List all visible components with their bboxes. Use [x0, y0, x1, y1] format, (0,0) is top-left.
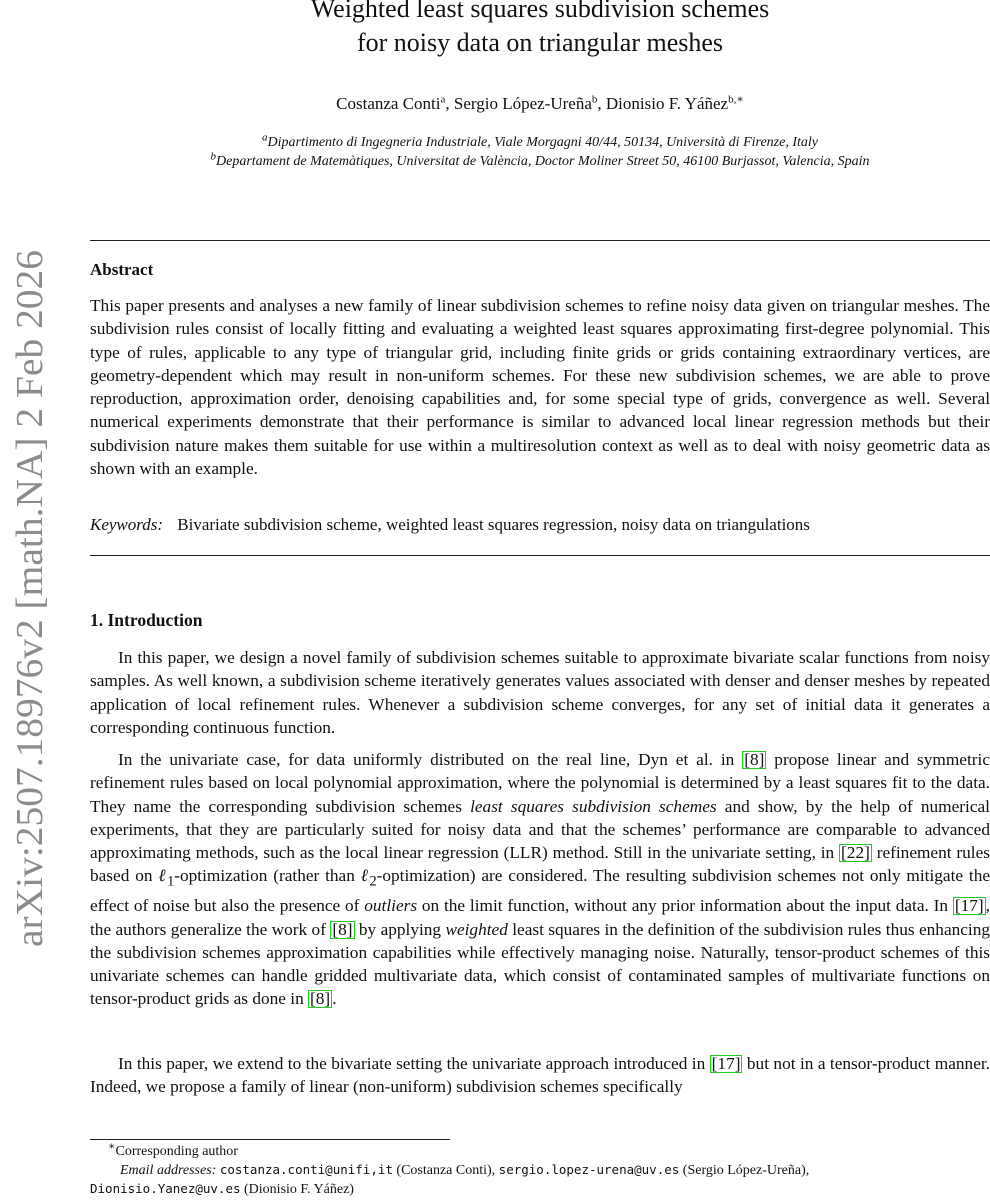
emphasis-text: outliers — [364, 896, 418, 916]
text-run: refinement rules based on — [90, 843, 990, 886]
arxiv-id-text: arXiv:2507.18976v2 [math.NA] 2 Feb 2026 — [9, 275, 51, 947]
email-address[interactable]: Dionisio.Yanez@uv.es — [90, 1181, 241, 1196]
footnote-rule — [90, 1139, 450, 1140]
intro-paragraph-3 — [90, 1052, 990, 1099]
text-run: by applying — [354, 919, 446, 939]
citation-link-22[interactable]: [22] — [841, 843, 870, 863]
affiliation-a — [90, 131, 990, 151]
text-run: , the authors generalize the work of — [90, 896, 990, 939]
author-name: Sergio López-Ureña — [453, 94, 592, 113]
title-line-2: for noisy data on triangular meshes — [356, 28, 724, 57]
footnote-corresponding — [108, 1140, 990, 1160]
author-separator: , — [445, 94, 454, 113]
footnote-emails — [120, 1162, 990, 1179]
affiliation-text: Dipartimento di Ingegneria Industriale, Viale Morgagni 40/44, 50134, Università di Firenze, Italy — [267, 135, 818, 150]
keywords-text: Bivariate subdivision scheme, weighted least squares regression, noisy data on triangulations — [177, 515, 810, 534]
abstract-heading: Abstract — [90, 260, 154, 279]
text-run: -optimization) are considered. The resulting subdivision schemes not only mitigate the effect of noise but also the presence of — [90, 866, 990, 916]
math-subscript: 1 — [167, 873, 175, 890]
title-line-1: Weighted least squares subdivision schemes — [310, 0, 770, 23]
text-run: and show, by the help of numerical experiments, that they are particularly suited for noisy data and that the schemes’ performance are comparable to advanced approximating methods, such as the local linear regression (LLR) method. Still in the univariate setting, in — [90, 796, 990, 863]
text-run: least squares in the definition of the subdivision rules thus enhancing the subdivision schemes approximation capabilities while effectively managing noise. Naturally, tensor-product schemes of this univariate schemes can handle gridded multivariate data, which consist of contaminated samples of multivariate functions on tensor-product grids as done in — [90, 919, 990, 1009]
email-owner: (Dionisio F. Yáñez) — [240, 1182, 354, 1197]
author-list — [90, 94, 990, 114]
abstract-bottom-rule — [90, 555, 990, 556]
text-run: In the univariate case, for data uniformly distributed on the real line, Dyn et al. in — [118, 750, 743, 769]
emphasis-text: weighted — [445, 919, 508, 939]
paper-title — [90, 0, 990, 60]
citation-link-8[interactable]: [8] — [310, 989, 331, 1009]
section-heading-introduction: 1. Introduction — [90, 610, 203, 630]
text-run: propose linear and symmetric refinement rules based on local polynomial approximation, where the polynomial is determined by a least squares fit to the data. They name the corresponding subdivision schemes — [90, 750, 990, 816]
text-run: In this paper, we extend to the bivariate setting the univariate approach introduced in — [118, 1054, 710, 1073]
text-run: . — [332, 989, 337, 1009]
author-affil-mark: b,∗ — [728, 93, 744, 106]
affiliation-b — [90, 150, 990, 170]
author-name: Costanza Conti — [336, 94, 441, 113]
author-affil-mark: a — [440, 93, 446, 106]
footnote-mark: ∗ — [108, 1140, 116, 1153]
affiliation-mark: a — [262, 131, 268, 144]
math-symbol: ℓ — [158, 866, 168, 886]
email-owner: (Sergio López-Ureña), — [679, 1163, 810, 1178]
keywords — [90, 515, 810, 535]
affiliation-mark: b — [210, 150, 216, 163]
citation-link-8[interactable]: [8] — [332, 919, 353, 939]
citation-link-8[interactable]: [8] — [744, 750, 765, 769]
email-owner: (Costanza Conti), — [392, 1163, 499, 1178]
arxiv-stamp — [4, 250, 54, 950]
affiliation-text: Departament de Matemàtiques, Universitat de València, Doctor Moliner Street 50, 46100 Burjassot, Valencia, Spain — [216, 154, 870, 169]
text-run: -optimization (rather than — [174, 866, 361, 886]
author-name: Dionisio F. Yáñez — [605, 94, 729, 113]
keywords-label: Keywords: — [90, 515, 164, 534]
footnote-emails-cont — [90, 1181, 990, 1198]
abstract-top-rule — [90, 240, 990, 241]
math-symbol: ℓ — [360, 866, 370, 886]
citation-link-17[interactable]: [17] — [711, 1054, 741, 1073]
email-address[interactable]: sergio.lopez-urena@uv.es — [498, 1162, 680, 1177]
math-subscript: 2 — [369, 873, 377, 890]
intro-paragraph-2 — [90, 748, 990, 1011]
email-label: Email addresses: — [120, 1163, 217, 1178]
text-run: on the limit function, without any prior information about the input data. In — [417, 896, 953, 916]
intro-paragraph-1: In this paper, we design a novel family of subdivision schemes suitable to approximate bivariate scalar functions from noisy samples. As well known, a subdivision scheme iteratively generates values associated with denser and denser meshes by repeated application of local refinement rules. Whenever a subdivision scheme converges, for any set of initial data it generates a corresponding continuous function. — [90, 648, 990, 737]
abstract-text: This paper presents and analyses a new family of linear subdivision schemes to refine noisy data given on triangular meshes. The subdivision rules consist of locally fitting and evaluating a weighted least squares approximating first-degree polynomial. This type of rules, applicable to any type of triangular grid, including finite grids or grids containing extraordinary vertices, are geometry-dependent which may result in non-uniform schemes. For these new subdivision schemes, we are able to prove reproduction, approximation order, denoising capabilities and, for some special type of grids, convergence as well. Several numerical experiments demonstrate that their performance is similar to advanced local linear regression methods but their subdivision nature makes them suitable for use within a multiresolution context as well as to deal with noisy geometric data as shown with an example. — [90, 296, 990, 479]
emphasis-text: least squares subdivision schemes — [470, 796, 717, 816]
text-run: but not in a tensor-product manner. Indeed, we propose a family of linear (non-uniform) subdivision schemes specifically — [90, 1054, 990, 1097]
citation-link-17[interactable]: [17] — [954, 896, 984, 916]
author-separator: , — [597, 94, 606, 113]
author-affil-mark: b — [591, 93, 598, 106]
footnote-corresponding-text: Corresponding author — [115, 1144, 238, 1159]
email-address[interactable]: costanza.conti@unifi,it — [219, 1162, 393, 1177]
